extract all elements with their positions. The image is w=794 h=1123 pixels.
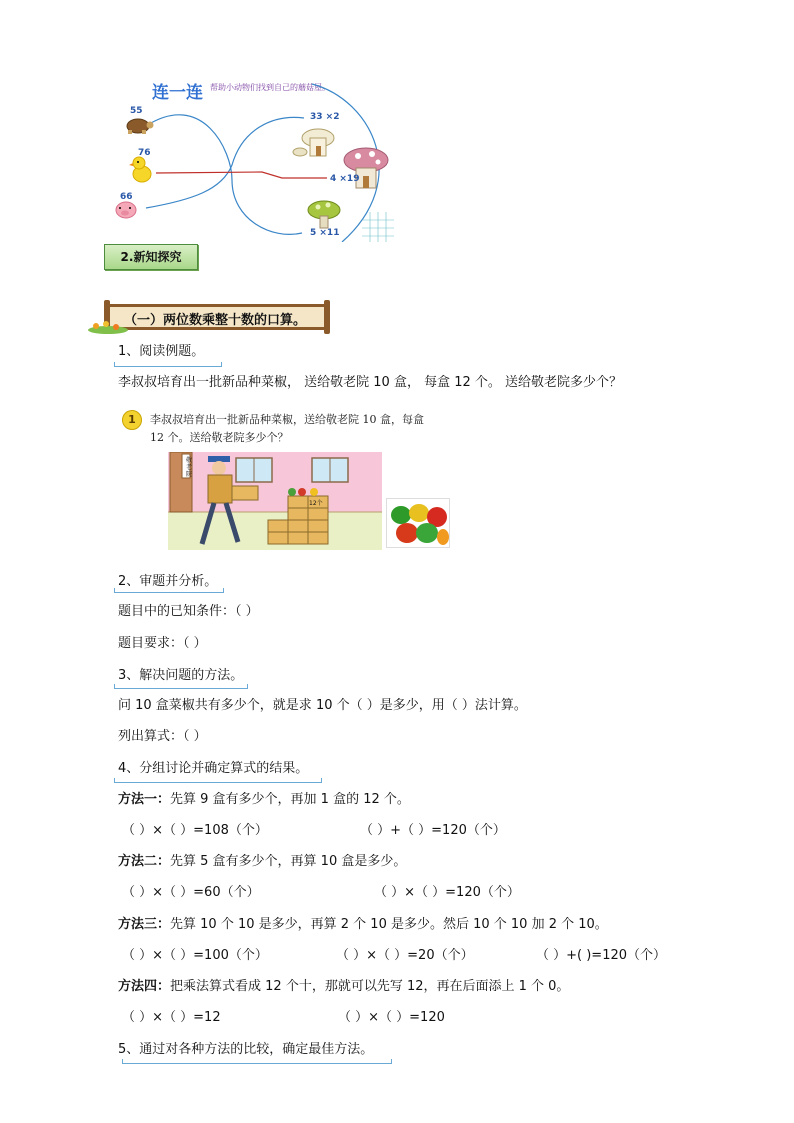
pig-icon [116,202,136,218]
method-3-label: 方法三： [118,917,171,932]
line-turtle [146,115,302,235]
matching-lines [112,70,394,242]
problem-number-badge: 1 [122,410,142,430]
step4-underline [114,778,322,783]
box-label: 12个 [309,500,323,507]
step1-underline [114,362,222,367]
method-2 [118,853,406,871]
step4-heading: 4、分组讨论并确定算式的结果。 [118,761,309,776]
method-3-eq-b: （ ）×（ ）=20（个） [336,948,474,963]
step2-underline-bar [114,588,224,593]
step5-underline [122,1059,392,1064]
house-expr-3: 5 ×11 [310,228,340,238]
method-2-desc: 先算 5 盒有多少个，再算 10 盒是多少。 [170,854,407,869]
section-sign [88,300,338,334]
peppers-photo [386,498,450,548]
peppers-icon [387,499,449,547]
step1-problem: 李叔叔培育出一批新品种菜椒， 送给敬老院 10 盒， 每盒 12 个。 送给敬老院多少个？ [118,375,623,390]
mushroom-house-3-icon [308,201,340,228]
scene-drawing [168,452,382,550]
method-1-eq-a: （ ）×（ ）=108（个） [122,823,268,838]
method-1-desc: 先算 9 盒有多少个，再加 1 盒的 12 个。 [170,792,410,807]
method-3-eq-a: （ ）×（ ）=100（个） [122,948,268,963]
turtle-icon [127,119,154,134]
method-1 [118,791,410,809]
method-3 [118,916,608,934]
matching-game-illustration [112,70,394,242]
textbook-line-1: 李叔叔培育出一批新品种菜椒，送给敬老院 10 盒，每盒 [150,413,424,426]
method-3-eq-c: （ ）+( )=120（个） [536,948,667,963]
animal-number-3: 66 [120,192,133,202]
match-subtitle: 帮助小动物们找到自己的蘑菇屋。 [210,83,330,92]
method-3-desc: 先算 10 个 10 是多少，再算 2 个 10 是多少。然后 10 个 10 加 2 个 10。 [170,917,608,932]
textbook-line-2: 12 个。送给敬老院多少个？ [150,431,289,444]
method-4 [118,978,569,996]
method-2-label: 方法二： [118,854,171,869]
match-title: 连一连 [152,83,203,103]
method-4-eq-a: （ ）×（ ）=12 [122,1010,221,1025]
step2-requirement: 题目要求：（ ） [118,636,207,651]
flower-decoration-icon [88,318,128,334]
door-sign-label: 敬老院 [186,457,193,478]
step2-heading: 2、审题并分析。 [118,574,218,589]
animal-number-1: 55 [130,106,143,116]
step2-known-conditions: 题目中的已知条件：（ ） [118,604,259,619]
method-4-desc: 把乘法算式看成 12 个十，那就可以先写 12，再在后面添上 1 个 0。 [170,979,570,994]
step3-underline [114,684,248,689]
mushroom-house-1-icon [293,129,334,156]
step3-heading: 3、解决问题的方法。 [118,668,244,683]
method-4-eq-b: （ ）×（ ）=120 [338,1010,445,1025]
step5-heading: 5、通过对各种方法的比较，确定最佳方法。 [118,1042,374,1057]
house-expr-1: 33 ×2 [310,112,340,122]
sign-title: （一）两位数乘整十数的口算。 [124,313,307,328]
animal-number-2: 76 [138,148,151,158]
section-new-knowledge-button: 2.新知探究 [104,244,198,270]
line-pig [146,117,304,208]
method-4-label: 方法四： [118,979,171,994]
method-2-eq-b: （ ）×（ ）=120（个） [374,885,520,900]
method-1-eq-b: （ ）+（ ）=120（个） [360,823,506,838]
step1-heading: 1、阅读例题。 [118,344,205,359]
textbook-scene-illustration [168,452,382,550]
sign-post-right [324,300,330,334]
house-expr-2: 4 ×19 [330,174,360,184]
step3-formula: 列出算式：（ ） [118,729,207,744]
chick-icon [129,157,151,182]
step3-line-1: 问 10 盒菜椒共有多少个，就是求 10 个（ ）是多少，用（ ）法计算。 [118,698,527,713]
method-2-eq-a: （ ）×（ ）=60（个） [122,885,260,900]
line-chick [156,172,327,178]
method-1-label: 方法一： [118,792,171,807]
